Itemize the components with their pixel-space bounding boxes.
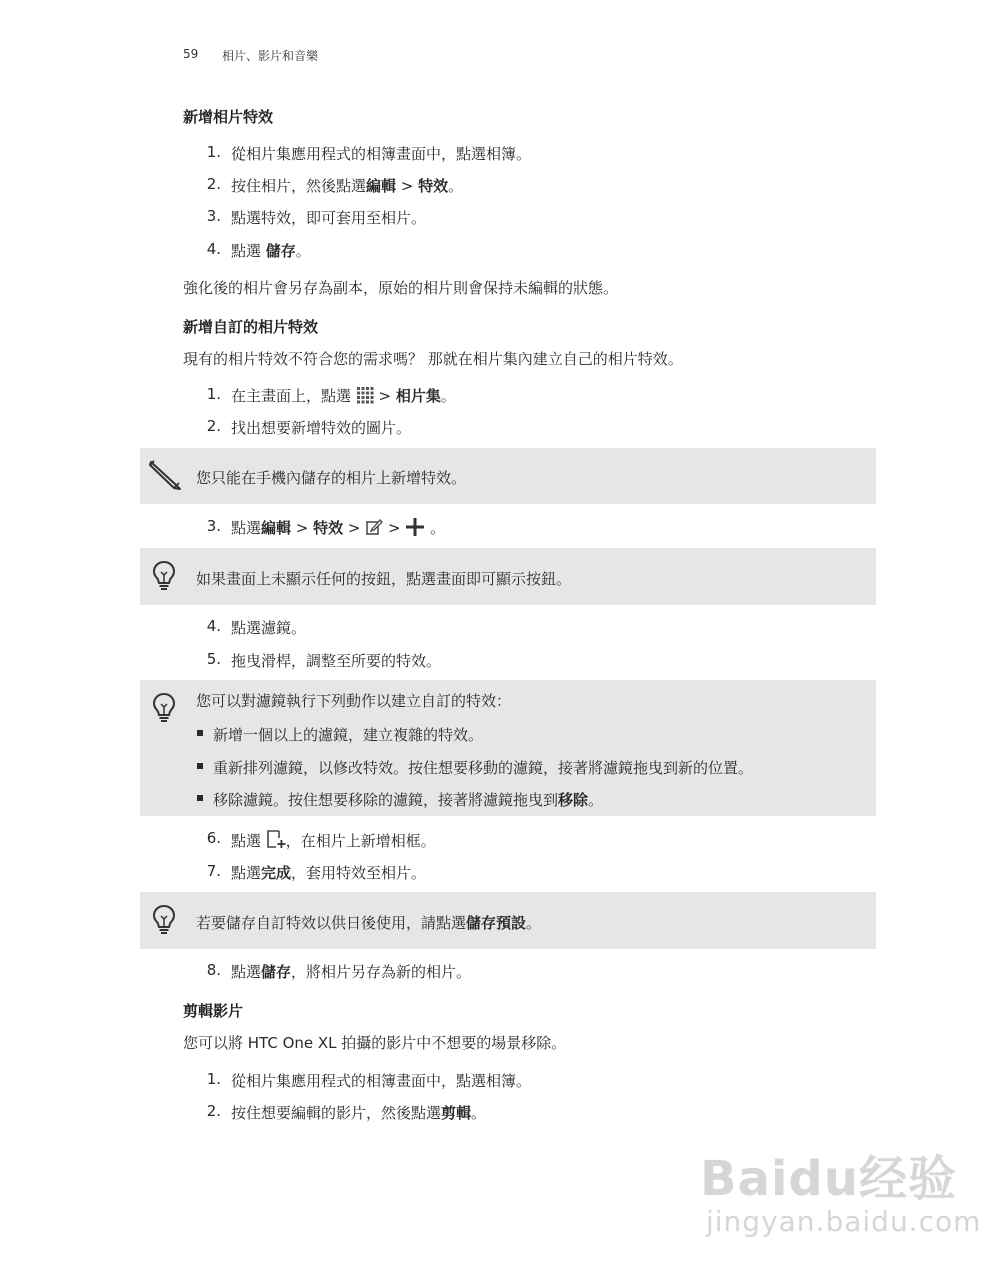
step-text-part: 點選	[231, 963, 262, 981]
watermark-logo: Baidu经验	[700, 1151, 957, 1207]
step-text	[231, 517, 445, 538]
step-text: 從相片集應用程式的相簿畫面中，點選相簿。	[231, 145, 532, 163]
step-number: 2.	[206, 1102, 221, 1120]
step-text-part: ，將相片另存為新的相片。	[291, 963, 472, 981]
step-number: 1.	[206, 1070, 221, 1088]
paragraph: 現有的相片特效不符合您的需求嗎？ 那就在相片集內建立自己的相片特效。	[183, 350, 683, 368]
step-text-part: >	[396, 177, 419, 195]
step-text: 點選濾鏡。	[231, 619, 307, 637]
menu-done: 完成	[261, 864, 292, 882]
step-text	[231, 961, 471, 982]
bullet-text	[213, 789, 603, 810]
section-title-add-effects: 新增相片特效	[183, 108, 274, 126]
step-text-part: ，套用特效至相片。	[291, 864, 427, 882]
tip-text-part: 若要儲存自訂特效以供日後使用，請點選	[196, 914, 467, 932]
step-text	[231, 829, 436, 851]
bullet-text-part: 。	[588, 791, 604, 809]
step-text: 拖曳滑桿，調整至所要的特效。	[231, 652, 442, 670]
menu-edit: 編輯	[261, 519, 292, 537]
menu-remove: 移除	[558, 791, 589, 809]
step-number: 4.	[206, 617, 221, 635]
menu-save: 儲存	[265, 242, 296, 260]
step-text	[231, 175, 463, 196]
bullet-text-part: 移除濾鏡。按住想要移除的濾鏡，接著將濾鏡拖曳到	[213, 791, 559, 809]
step-text-part: 點選	[231, 832, 266, 850]
bullet	[197, 730, 203, 736]
menu-save-preset: 儲存預設	[466, 914, 527, 932]
menu-save: 儲存	[261, 963, 292, 981]
step-number: 8.	[206, 961, 221, 979]
page-number: 59	[183, 47, 199, 61]
bullet	[197, 795, 203, 801]
watermark-url: jingyan.baidu.com	[706, 1205, 982, 1238]
frame-add-icon	[266, 829, 286, 849]
pencil-icon	[147, 456, 183, 496]
step-text-part: 點選	[231, 864, 262, 882]
section-title-trim-video: 剪輯影片	[183, 1002, 244, 1020]
tip-text: 如果畫面上未顯示任何的按鈕，點選畫面即可顯示按鈕。	[196, 570, 572, 588]
step-text-part: 點選	[231, 519, 262, 537]
section-title-custom-effects: 新增自訂的相片特效	[183, 318, 319, 336]
step-text: 點選特效，即可套用至相片。	[231, 209, 427, 227]
lightbulb-icon	[152, 904, 176, 940]
step-number: 2.	[206, 175, 221, 193]
menu-edit: 編輯	[366, 177, 397, 195]
edit-icon	[365, 518, 383, 536]
step-text-part: >	[343, 519, 366, 537]
step-text	[231, 240, 311, 261]
step-number: 1.	[206, 143, 221, 161]
step-text	[231, 1102, 486, 1123]
step-text-part: 。	[440, 387, 456, 405]
tip-text	[196, 912, 541, 933]
step-text-part: 。	[471, 1104, 487, 1122]
step-text-part: 。	[295, 242, 311, 260]
bullet-text: 新增一個以上的濾鏡，建立複雜的特效。	[213, 726, 484, 744]
running-header: 相片、影片和音樂	[222, 49, 319, 63]
plus-icon	[405, 518, 425, 536]
tip-text-part: 。	[526, 914, 542, 932]
note-text: 您只能在手機內儲存的相片上新增特效。	[196, 469, 467, 487]
step-text-part: 按住相片，然後點選	[231, 177, 367, 195]
step-text-part: >	[291, 519, 314, 537]
step-number: 3.	[206, 517, 221, 535]
menu-trim: 剪輯	[441, 1104, 472, 1122]
step-number: 4.	[206, 240, 221, 258]
lightbulb-icon	[152, 692, 176, 728]
menu-effects: 特效	[418, 177, 449, 195]
step-text-part: ，在相片上新增相框。	[285, 832, 436, 850]
step-number: 7.	[206, 862, 221, 880]
bullet-text: 重新排列濾鏡，以修改特效。按住想要移動的濾鏡，接著將濾鏡拖曳到新的位置。	[213, 759, 754, 777]
step-text: 找出想要新增特效的圖片。	[231, 419, 412, 437]
step-number: 5.	[206, 650, 221, 668]
step-text	[231, 862, 426, 883]
step-text: 從相片集應用程式的相簿畫面中，點選相簿。	[231, 1072, 532, 1090]
menu-gallery: 相片集	[395, 387, 441, 405]
step-text-part: 在主畫面上，點選	[231, 387, 356, 405]
paragraph: 您可以將 HTC One XL 拍攝的影片中不想要的場景移除。	[183, 1034, 567, 1052]
step-text-part: 。	[448, 177, 464, 195]
paragraph: 強化後的相片會另存為副本，原始的相片則會保持未編輯的狀態。	[183, 279, 619, 297]
step-text-part: 。	[425, 519, 446, 537]
step-text-part: 按住想要編輯的影片，然後點選	[231, 1104, 442, 1122]
menu-effects: 特效	[313, 519, 344, 537]
step-number: 1.	[206, 385, 221, 403]
step-text	[231, 385, 456, 406]
step-text-part: >	[373, 387, 396, 405]
step-number: 3.	[206, 207, 221, 225]
tip-text: 您可以對濾鏡執行下列動作以建立自訂的特效：	[196, 692, 512, 710]
bullet	[197, 763, 203, 769]
step-number: 6.	[206, 829, 221, 847]
step-text-part: >	[383, 519, 406, 537]
step-number: 2.	[206, 417, 221, 435]
apps-grid-icon	[356, 386, 374, 404]
lightbulb-icon	[152, 560, 176, 596]
step-text-part: 點選	[231, 242, 266, 260]
